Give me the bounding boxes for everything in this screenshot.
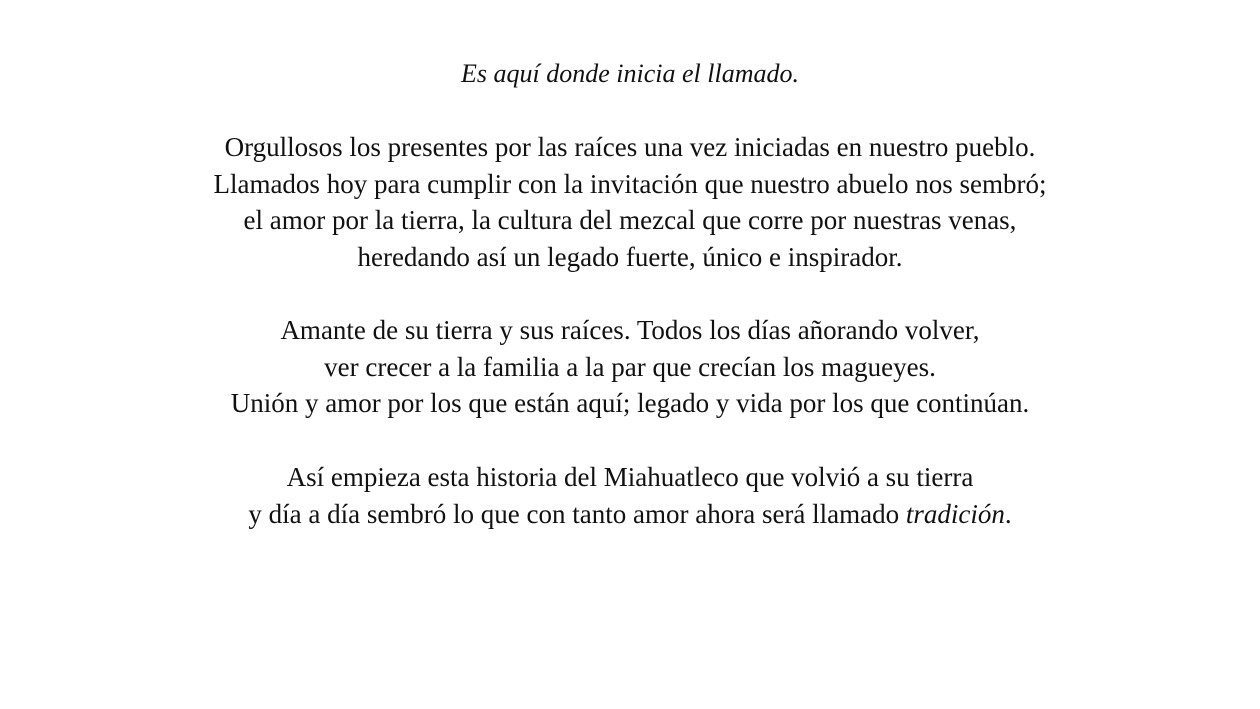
heading: Es aquí donde inicia el llamado. <box>461 59 799 88</box>
final-line-text: y día a día sembró lo que con tanto amor ahora será llamado <box>248 498 906 529</box>
stanza-final-line <box>0 496 1260 533</box>
emphasized-word: tradición <box>905 498 1005 529</box>
stanza-line: heredando así un legado fuerte, único e inspirador. <box>357 241 903 272</box>
stanza-line: Orgullosos los presentes por las raíces una vez iniciadas en nuestro pueblo. <box>224 132 1036 162</box>
stanza-line: Llamados hoy para cumplir con la invitación que nuestro abuelo nos sembró; <box>213 168 1047 199</box>
stanza-2 <box>0 312 1260 422</box>
stanza-line: ver crecer a la familia a la par que crecían los magueyes. <box>324 351 936 382</box>
stanza-line: Unión y amor por los que están aquí; legado y vida por los que continúan. <box>230 388 1030 418</box>
stanza-line: Así empieza esta historia del Miahuatleco que volvió a su tierra <box>286 462 974 492</box>
stanza-3 <box>0 459 1260 532</box>
final-line-end: . <box>1004 498 1012 529</box>
stanza-1 <box>0 129 1260 275</box>
stanza-line: Amante de su tierra y sus raíces. Todos los días añorando volver, <box>280 315 980 345</box>
stanza-line: el amor por la tierra, la cultura del mezcal que corre por nuestras venas, <box>243 205 1017 235</box>
